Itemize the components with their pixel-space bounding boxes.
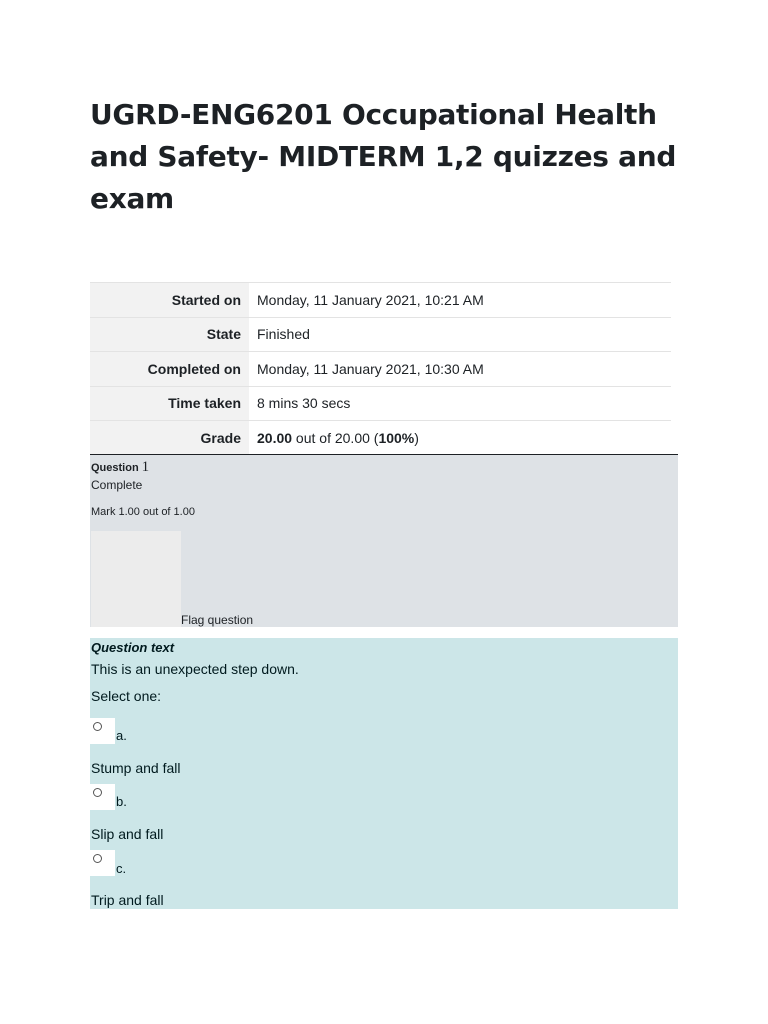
option-b-letter: b. bbox=[116, 794, 127, 809]
summary-row-state bbox=[90, 317, 671, 352]
state-value: Finished bbox=[249, 317, 671, 352]
question-label: Question bbox=[91, 462, 139, 474]
option-c-letter: c. bbox=[116, 861, 127, 876]
summary-row-grade bbox=[90, 421, 671, 456]
page-title: UGRD-ENG6201 Occupational Health and Safety- MIDTERM 1,2 quizzes and exam bbox=[90, 98, 677, 215]
started-label: Started on bbox=[90, 283, 249, 318]
completed-label: Completed on bbox=[90, 352, 249, 387]
summary-row-started bbox=[90, 283, 671, 318]
option-c-radio-box[interactable] bbox=[90, 850, 115, 876]
grade-label: Grade bbox=[90, 421, 249, 456]
question-number-value: 1 bbox=[141, 459, 150, 475]
radio-icon[interactable] bbox=[93, 854, 102, 863]
option-a-letter: a. bbox=[116, 728, 127, 743]
state-label: State bbox=[90, 317, 249, 352]
grade-close: ) bbox=[414, 430, 419, 446]
question-info-panel bbox=[90, 454, 678, 627]
grade-score: 20.00 bbox=[257, 430, 293, 446]
option-b-text[interactable]: Slip and fall bbox=[91, 826, 164, 842]
option-b-radio-box[interactable] bbox=[90, 784, 115, 810]
option-a-radio-box[interactable] bbox=[90, 718, 115, 744]
flag-question-link[interactable]: Flag question bbox=[181, 613, 254, 627]
question-prompt: This is an unexpected step down. bbox=[91, 661, 299, 677]
time-label: Time taken bbox=[90, 386, 249, 421]
grade-value bbox=[249, 421, 671, 456]
summary-row-completed bbox=[90, 352, 671, 387]
option-a-text[interactable]: Stump and fall bbox=[91, 760, 181, 776]
grade-percent: 100% bbox=[378, 430, 415, 446]
summary-row-time bbox=[90, 386, 671, 421]
completed-value: Monday, 11 January 2021, 10:30 AM bbox=[249, 352, 671, 387]
time-value: 8 mins 30 secs bbox=[249, 386, 671, 421]
question-text-heading: Question text bbox=[91, 640, 175, 655]
started-value: Monday, 11 January 2021, 10:21 AM bbox=[249, 283, 671, 318]
question-number bbox=[91, 459, 149, 476]
option-c-text[interactable]: Trip and fall bbox=[91, 892, 164, 908]
select-one-label: Select one: bbox=[91, 688, 162, 704]
grade-outof: out of 20.00 ( bbox=[292, 430, 379, 446]
attempt-summary-table bbox=[90, 282, 671, 455]
flag-question-icon[interactable] bbox=[91, 531, 181, 627]
radio-icon[interactable] bbox=[93, 788, 102, 797]
question-state: Complete bbox=[91, 478, 143, 492]
radio-icon[interactable] bbox=[93, 722, 102, 731]
question-text-panel bbox=[90, 638, 678, 909]
question-mark: Mark 1.00 out of 1.00 bbox=[91, 506, 195, 518]
